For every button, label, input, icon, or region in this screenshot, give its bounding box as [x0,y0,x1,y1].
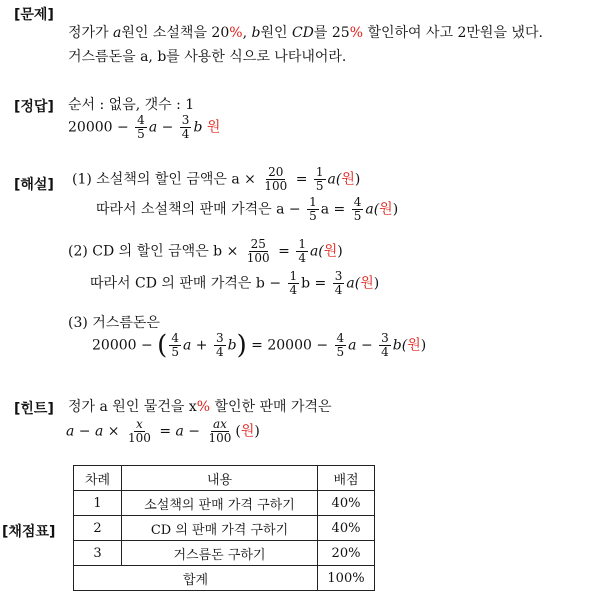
problem-line-1: 정가가 a원인 소설책을 20%, b원인 CD를 25% 할인하여 사고 2만원을 냈다. [68,25,543,41]
row-points: 20% [318,541,375,566]
row-content: CD 의 판매 가격 구하기 [122,516,318,541]
table-row [74,516,375,541]
answer-expression: 20000 − $\frac{4}{5}$ a − $\frac{3}{4}$ b 원 [68,113,221,141]
solution-step-1: (1) 소설책의 할인 금액은 a × $\frac{20}{100}$ = $\frac{1}{5}$ a(원) [72,165,361,193]
header-content: 내용 [122,466,318,491]
problem-label: [문제] [14,7,54,23]
row-points: 40% [318,491,375,516]
row-content: 소설책의 판매 가격 구하기 [122,491,318,516]
answer-line-1: 순서 : 없음, 갯수 : 1 [68,97,195,113]
table-row [74,541,375,566]
header-order: 차례 [74,466,122,491]
table-row [74,491,375,516]
table-total-row [74,566,375,591]
hint-line-2: a − a × $\frac{x}{100}$ = a − $\frac{ax}{100}$ (원) [66,417,260,445]
header-points: 배점 [318,466,375,491]
solution-label: [해설] [14,177,54,193]
row-order: 2 [74,516,122,541]
solution-step-2-price: 따라서 CD 의 판매 가격은 b − $\frac{1}{4}$ b = $\frac{3}{4}$ a(원) [90,269,380,297]
solution-step-1-price: 따라서 소설책의 판매 가격은 a − $\frac{1}{5}$ a = $\frac{4}{5}$ a(원) [96,195,399,223]
total-label: 합계 [74,566,318,591]
solution-step-3-expression: 20000 − ( $\frac{4}{5}$ a + $\frac{3}{4}$ b) = 20000 − $\frac{4}{5}$ a − $\frac{3}{4}$ b(원) [92,330,427,361]
rubric-label: [채점표] [2,524,56,540]
row-content: 거스름돈 구하기 [122,541,318,566]
hint-line-1: 정가 a 원인 물건을 x% 할인한 판매 가격은 [68,399,332,415]
row-order: 1 [74,491,122,516]
hint-label: [힌트] [14,401,54,417]
row-points: 40% [318,516,375,541]
total-value: 100% [318,566,375,591]
answer-label: [정답] [14,99,54,115]
rubric-table [73,465,375,591]
solution-step-3: (3) 거스름돈은 [68,315,160,331]
problem-line-2: 거스름돈을 a, b를 사용한 식으로 나타내어라. [68,49,347,65]
row-order: 3 [74,541,122,566]
table-header-row [74,466,375,491]
solution-step-2: (2) CD 의 할인 금액은 b × $\frac{25}{100}$ = $\frac{1}{4}$ a(원) [68,237,343,265]
